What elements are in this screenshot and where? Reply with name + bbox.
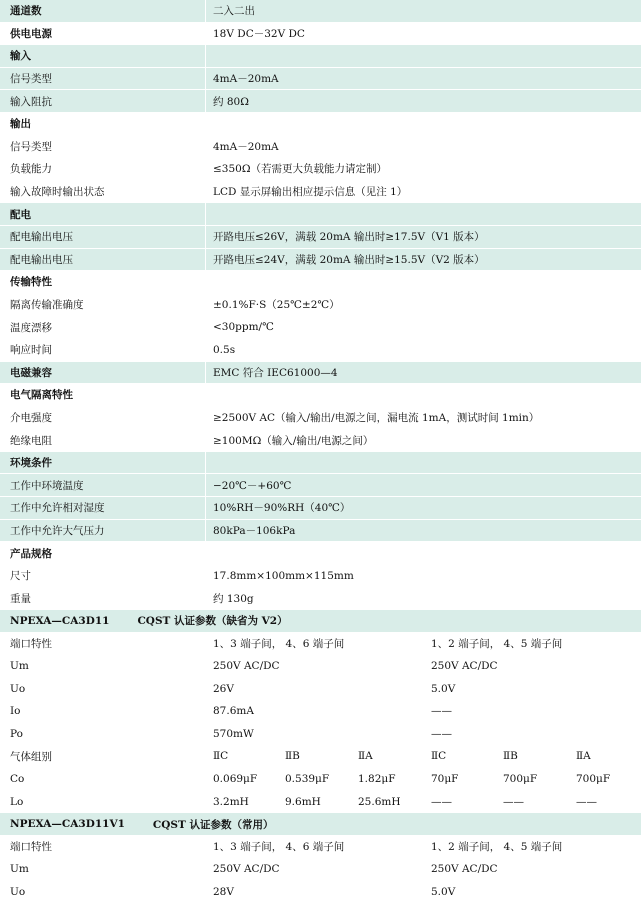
spec-label: 尺寸 [10,570,31,583]
spec-row [0,158,641,181]
spec-label: 输入阻抗 [10,95,52,108]
cqst-param-row [0,859,641,882]
column-divider [205,542,206,564]
column-divider [205,520,206,542]
cqst-title-row [0,610,641,633]
cqst-param-row [0,700,641,723]
spec-row [0,339,641,362]
param-value-group1: 1、3 端子间， 4、6 端子间 [213,637,345,650]
param-value: 1.82μF [358,772,396,785]
spec-row [0,249,641,272]
param-value: 3.2mH [213,795,249,808]
param-label: Uo [10,682,26,695]
param-value-group2: 1、2 端子间， 4、5 端子间 [431,637,563,650]
section-title: 传输特性 [10,276,52,289]
param-label: Lo [10,795,24,808]
column-divider [205,45,206,67]
section-header-row [0,542,641,565]
cqst-param-row [0,881,641,904]
spec-row [0,136,641,159]
section-title: 输入 [10,50,31,63]
spec-label: 重量 [10,592,31,605]
param-value: —— [431,795,452,808]
param-label: 端口特性 [10,841,52,854]
spec-value: ≤350Ω（若需更大负载能力请定制） [213,163,388,176]
column-divider [205,23,206,45]
column-divider [205,723,206,745]
column-divider [205,271,206,293]
param-value-group2: 250V AC/DC [431,863,498,876]
spec-row [0,294,641,317]
spec-label: 输入故障时输出状态 [10,186,105,199]
spec-row [0,474,641,497]
spec-row [0,587,641,610]
param-value: 25.6mH [358,795,401,808]
section-header-row [0,23,641,46]
param-label: Co [10,772,25,785]
spec-value: ≥2500V AC（输入/输出/电源之间，漏电流 1mA，测试时间 1min） [213,411,540,424]
spec-row [0,520,641,543]
spec-row [0,226,641,249]
column-divider [205,181,206,203]
spec-value: 18V DC－32V DC [213,27,305,40]
param-value-group1: 1、3 端子间， 4、6 端子间 [213,841,345,854]
spec-value: ±0.1%F·S（25℃±2℃） [213,299,340,312]
co-row [0,768,641,791]
spec-row [0,429,641,452]
cqst-title-text: CQST 认证参数（缺省为 V2） [137,615,288,628]
param-value: ⅡA [358,750,373,763]
column-divider [205,249,206,271]
column-divider [205,339,206,361]
spec-label: 工作中环境温度 [10,479,84,492]
spec-label: 介电强度 [10,411,52,424]
spec-row [0,68,641,91]
spec-label: 隔离传输准确度 [10,299,84,312]
section-header-row [0,362,641,385]
column-divider [205,362,206,384]
column-divider [205,768,206,790]
column-divider [205,859,206,881]
cqst-param-row [0,633,641,656]
cqst-param-row [0,836,641,859]
cqst-title [10,610,288,632]
column-divider [205,113,206,135]
spec-row [0,565,641,588]
spec-value: 4mA－20mA [213,73,279,86]
spec-value: 80kPa－106kPa [213,524,296,537]
section-header-row [0,113,641,136]
param-value-group1: 250V AC/DC [213,863,280,876]
column-divider [205,836,206,858]
param-label: 端口特性 [10,637,52,650]
param-value-group2: —— [431,727,452,740]
param-value: ⅡB [503,750,518,763]
column-divider [205,791,206,813]
section-title: 供电电源 [10,27,52,40]
spec-label: 信号类型 [10,140,52,153]
section-title: 电磁兼容 [10,366,52,379]
spec-label: 绝缘电阻 [10,434,52,447]
param-value-group1: 26V [213,682,234,695]
param-value-group1: 250V AC/DC [213,660,280,673]
column-divider [205,316,206,338]
spec-value: EMC 符合 IEC61000—4 [213,366,338,379]
param-value: 0.069μF [213,772,258,785]
param-label: Po [10,727,23,740]
param-label: Io [10,705,21,718]
column-divider [205,881,206,903]
column-divider [205,90,206,112]
cqst-param-row [0,723,641,746]
param-label: Um [10,660,29,673]
section-header-row [0,45,641,68]
section-header-row [0,384,641,407]
spec-label: 信号类型 [10,73,52,86]
param-value: 0.539μF [285,772,330,785]
param-label: Um [10,863,29,876]
param-value: ⅡB [285,750,300,763]
spec-row [0,407,641,430]
param-value-group2: 250V AC/DC [431,660,498,673]
column-divider [205,497,206,519]
column-divider [205,384,206,406]
lo-row [0,791,641,814]
spec-row [0,497,641,520]
column-divider [205,0,206,22]
column-divider [205,136,206,158]
cqst-model: NPEXA—CA3D11 [10,614,110,627]
cqst-param-row [0,655,641,678]
param-value: 700μF [503,772,538,785]
column-divider [205,746,206,768]
column-divider [205,68,206,90]
spec-value: −20℃－+60℃ [213,479,292,492]
section-title: 配电 [10,208,31,221]
column-divider [205,158,206,180]
spec-value: LCD 显示屏输出相应提示信息（见注 1） [213,186,408,199]
spec-label: 工作中允许大气压力 [10,524,105,537]
column-divider [205,203,206,225]
section-header-row [0,271,641,294]
section-title: 产品规格 [10,547,52,560]
spec-value: 10%RH－90%RH（40℃） [213,502,351,515]
spec-value: 开路电压≤26V，满载 20mA 输出时≥17.5V（V1 版本） [213,231,485,244]
param-value-group1: 28V [213,885,234,898]
spec-value: 开路电压≤24V，满载 20mA 输出时≥15.5V（V2 版本） [213,253,485,266]
gas-group-row [0,746,641,769]
spec-row [0,316,641,339]
section-title: 通道数 [10,5,42,18]
spec-value: ≥100MΩ（输入/输出/电源之间） [213,434,374,447]
param-value: —— [576,795,597,808]
column-divider [205,474,206,496]
spec-label: 配电输出电压 [10,231,73,244]
param-value: 70μF [431,772,459,785]
section-title: 电气隔离特性 [10,389,73,402]
column-divider [205,587,206,609]
spec-label: 负载能力 [10,163,52,176]
section-title: 输出 [10,118,31,131]
spec-row [0,90,641,113]
spec-label: 温度漂移 [10,321,52,334]
spec-value: 4mA－20mA [213,140,279,153]
spec-row [0,181,641,204]
cqst-model: NPEXA—CA3D11V1 [10,818,125,831]
cqst-title-row [0,813,641,836]
spec-label: 配电输出电压 [10,253,73,266]
param-value-group2: —— [431,705,452,718]
param-value-group1: 570mW [213,727,254,740]
cqst-param-row [0,678,641,701]
param-value: ⅡA [576,750,591,763]
spec-label: 响应时间 [10,344,52,357]
section-header-row [0,452,641,475]
section-header-row [0,0,641,23]
param-value: 700μF [576,772,611,785]
param-value-group2: 5.0V [431,682,456,695]
param-label: 气体组别 [10,750,52,763]
spec-value: <30ppm/℃ [213,321,274,334]
param-value: —— [503,795,524,808]
spec-value: 0.5s [213,343,236,356]
spec-value: 17.8mm×100mm×115mm [213,569,354,582]
param-label: Uo [10,885,26,898]
param-value-group2: 1、2 端子间， 4、5 端子间 [431,841,563,854]
param-value: ⅡC [431,750,447,763]
spec-value: 约 80Ω [213,95,249,108]
param-value-group2: 5.0V [431,885,456,898]
column-divider [205,429,206,451]
column-divider [205,655,206,677]
spec-value: 二入二出 [213,5,255,18]
column-divider [205,678,206,700]
cqst-title [10,813,273,835]
column-divider [205,633,206,655]
column-divider [205,452,206,474]
section-header-row [0,203,641,226]
column-divider [205,226,206,248]
column-divider [205,294,206,316]
spec-value: 约 130g [213,592,254,605]
spec-label: 工作中允许相对湿度 [10,502,105,515]
param-value-group1: 87.6mA [213,705,254,718]
column-divider [205,700,206,722]
column-divider [205,407,206,429]
column-divider [205,565,206,587]
param-value: ⅡC [213,750,229,763]
section-title: 环境条件 [10,457,52,470]
cqst-title-text: CQST 认证参数（常用） [152,818,274,831]
param-value: 9.6mH [285,795,321,808]
